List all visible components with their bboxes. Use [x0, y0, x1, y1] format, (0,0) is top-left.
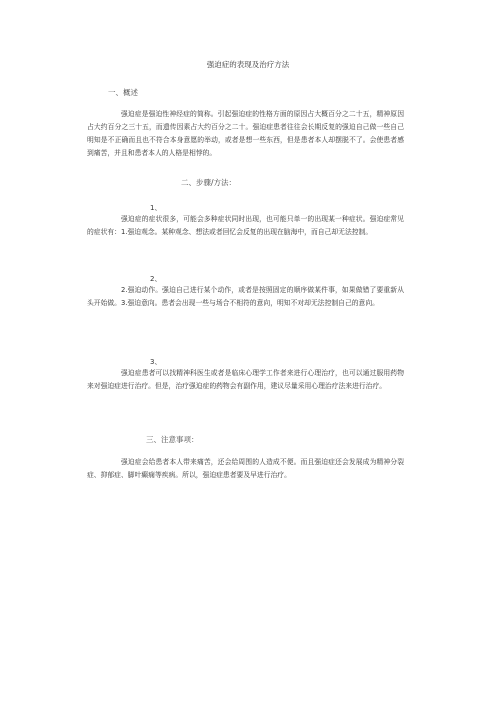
step-number-2: 2、 — [150, 275, 162, 283]
step-paragraph-1: 强迫症的症状很多，可能会多种症状同时出现，也可能只单一的出现某一种症状。强迫症常见的症状有：1.强迫观念。某种观念、想法或者回忆会反复的出现在脑海中，而自己却无法控制。 — [87, 215, 404, 236]
section-heading-overview: 一、概述 — [108, 88, 138, 97]
step-number-1: 1、 — [150, 204, 162, 212]
step-paragraph-3: 强迫症患者可以找精神科医生或者是临床心理学工作者来进行心理治疗，也可以通过服用药物来对强迫症进行治疗。但是，治疗强迫症的药物会有副作用，建议尽量采用心理治疗法来进行治疗。 — [87, 369, 404, 390]
step-number-3: 3、 — [150, 358, 162, 366]
notes-paragraph: 强迫症会给患者本人带来痛苦，还会给周围的人造成不便。而且强迫症还会发展成为精神分裂症、抑郁症、脚叶癫痫等疾病。所以，强迫症患者要及早进行治疗。 — [87, 458, 404, 479]
overview-paragraph: 强迫症是强迫性神经症的简称。引起强迫症的性格方面的原因占大概百分之二十五，精神原因占大约百分之三十五，而遗传因素占大约百分之二十。强迫症患者往往会长期反复的强迫自己做一些自己明知是不正确而且也不符合本身意愿的举动，或者是想一些东西，但是患者本人却摆脱不了。会使患者感到痛苦，并且和患者本人的人格是相悖的。 — [87, 110, 404, 157]
step-paragraph-2: 2.强迫动作。强迫自己进行某个动作，或者是按照固定的顺序做某件事，如果做错了要重新从头开始做。3.强迫意向。患者会出现一些与场合不相符的意向，明知不对却无法控制自己的意向。 — [87, 286, 404, 307]
section-heading-steps: 二、步骤/方法： — [181, 178, 237, 187]
section-heading-notes: 三、注意事项： — [146, 435, 199, 444]
document-title: 强迫症的表现及治疗方法 — [206, 60, 290, 69]
